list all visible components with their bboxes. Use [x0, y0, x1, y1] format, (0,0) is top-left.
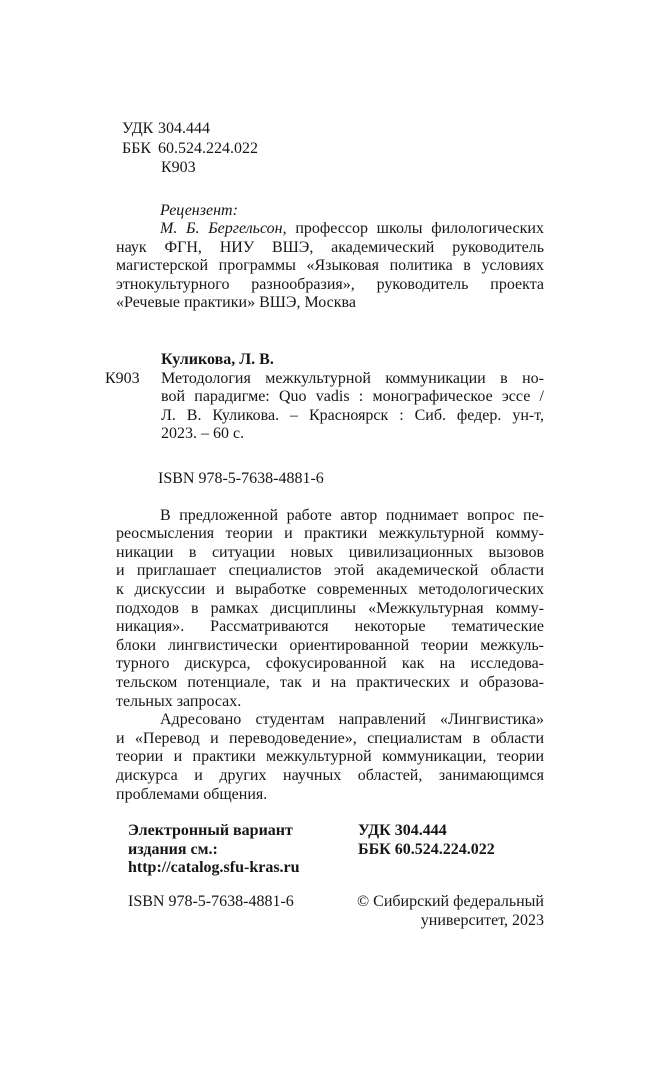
copyright-line: университет, 2023 [420, 911, 544, 929]
reviewer-description: профессор школы филологических наук ФГН, НИУ ВШЭ, академический руководитель магистерской программы «Языковая политика в условиях этнокультурного разнообразия», руководитель проекта «Речевые практики» ВШЭ, Москва [116, 220, 544, 312]
catalog-line-2: вой парадигме: Quo vadis : монографическое эссе / [161, 388, 544, 406]
top-classification-block [116, 119, 544, 178]
annotation-line: В предложенной работе автор поднимает вопрос пе- [160, 506, 544, 524]
author-sign-spacer [122, 158, 158, 178]
catalog-url: http://catalog.sfu-kras.ru [128, 859, 300, 877]
catalog-line-3: Л. В. Куликова. – Красноярск : Сиб. федер. ун-т, [161, 406, 544, 424]
annotation-line: и «Перевод и переводоведение», специалистам в области [116, 729, 544, 747]
author-sign-row [116, 158, 544, 178]
reviewer-name: М. Б. Бергельсон, [160, 220, 287, 238]
annotation-line: проблемами общения. [116, 785, 268, 803]
catalog-code: К903 [105, 369, 140, 387]
udc-label: УДК [122, 120, 154, 137]
isbn: ISBN 978-5-7638-4881-6 [158, 470, 324, 488]
bbk-row [116, 139, 544, 159]
isbn-footer: ISBN 978-5-7638-4881-6 [128, 892, 294, 910]
annotation-line: никации в ситуации новых цивилизационных вызовов [116, 543, 544, 561]
udc-value: 304.444 [158, 120, 210, 137]
annotation-line: теории и практики межкультурной коммуникации, теории [116, 748, 544, 766]
annotation-line: тельных запросах. [116, 692, 242, 710]
footer-classification-block [358, 822, 495, 859]
catalog-record [105, 369, 544, 444]
annotation-line: подходов в рамках дисциплины «Межкультурная комму- [116, 599, 544, 617]
author-sign: К903 [161, 159, 196, 176]
footer-udc: УДК 304.444 [358, 822, 447, 840]
footer-isbn-row [116, 893, 544, 931]
copyright-line: © Сибирский федеральный [357, 892, 544, 910]
footer-section [116, 822, 544, 931]
electronic-edition-line: издания см.: [128, 840, 218, 858]
annotation-section [116, 507, 544, 805]
annotation-line: блоки лингвистически ориентированной теории межкуль- [116, 636, 544, 654]
annotation-line: дискурса и других научных областей, занимающимся [116, 766, 544, 784]
annotation-line: к дискуссии и выработке современных методологических [116, 581, 544, 598]
reviewer-heading: Рецензент: [160, 201, 238, 219]
annotation-line: тельском потенциале, так и на практических и образова- [116, 673, 544, 691]
catalog-author: Куликова, Л. В. [161, 351, 274, 369]
annotation-line: и приглашает специалистов этой академической области [116, 562, 544, 580]
annotation-line: никация». Рассматриваются некоторые тематические [116, 618, 544, 636]
annotation-line: реосмысления теории и практики межкультурной комму- [116, 525, 544, 543]
bbk-value: 60.524.224.022 [158, 139, 258, 157]
annotation-line: турного дискурса, сфокусированной как на исследова- [116, 655, 544, 673]
bbk-label: ББК [122, 139, 152, 157]
footer-columns [116, 822, 544, 878]
annotation-line: Адресовано студентам направлений «Лингвистика» [160, 711, 544, 729]
footer-bbk: ББК 60.524.224.022 [358, 840, 495, 858]
reviewer-paragraph [116, 220, 544, 313]
udc-row [116, 119, 544, 139]
catalog-line-text: Методология межкультурной коммуникации в но- [161, 369, 544, 387]
catalog-line-1 [105, 369, 544, 389]
copyright-notice [357, 893, 544, 930]
electronic-edition-line: Электронный вариант [128, 822, 293, 840]
reviewer-section [116, 202, 544, 314]
catalog-line-4: 2023. – 60 с. [161, 425, 245, 443]
